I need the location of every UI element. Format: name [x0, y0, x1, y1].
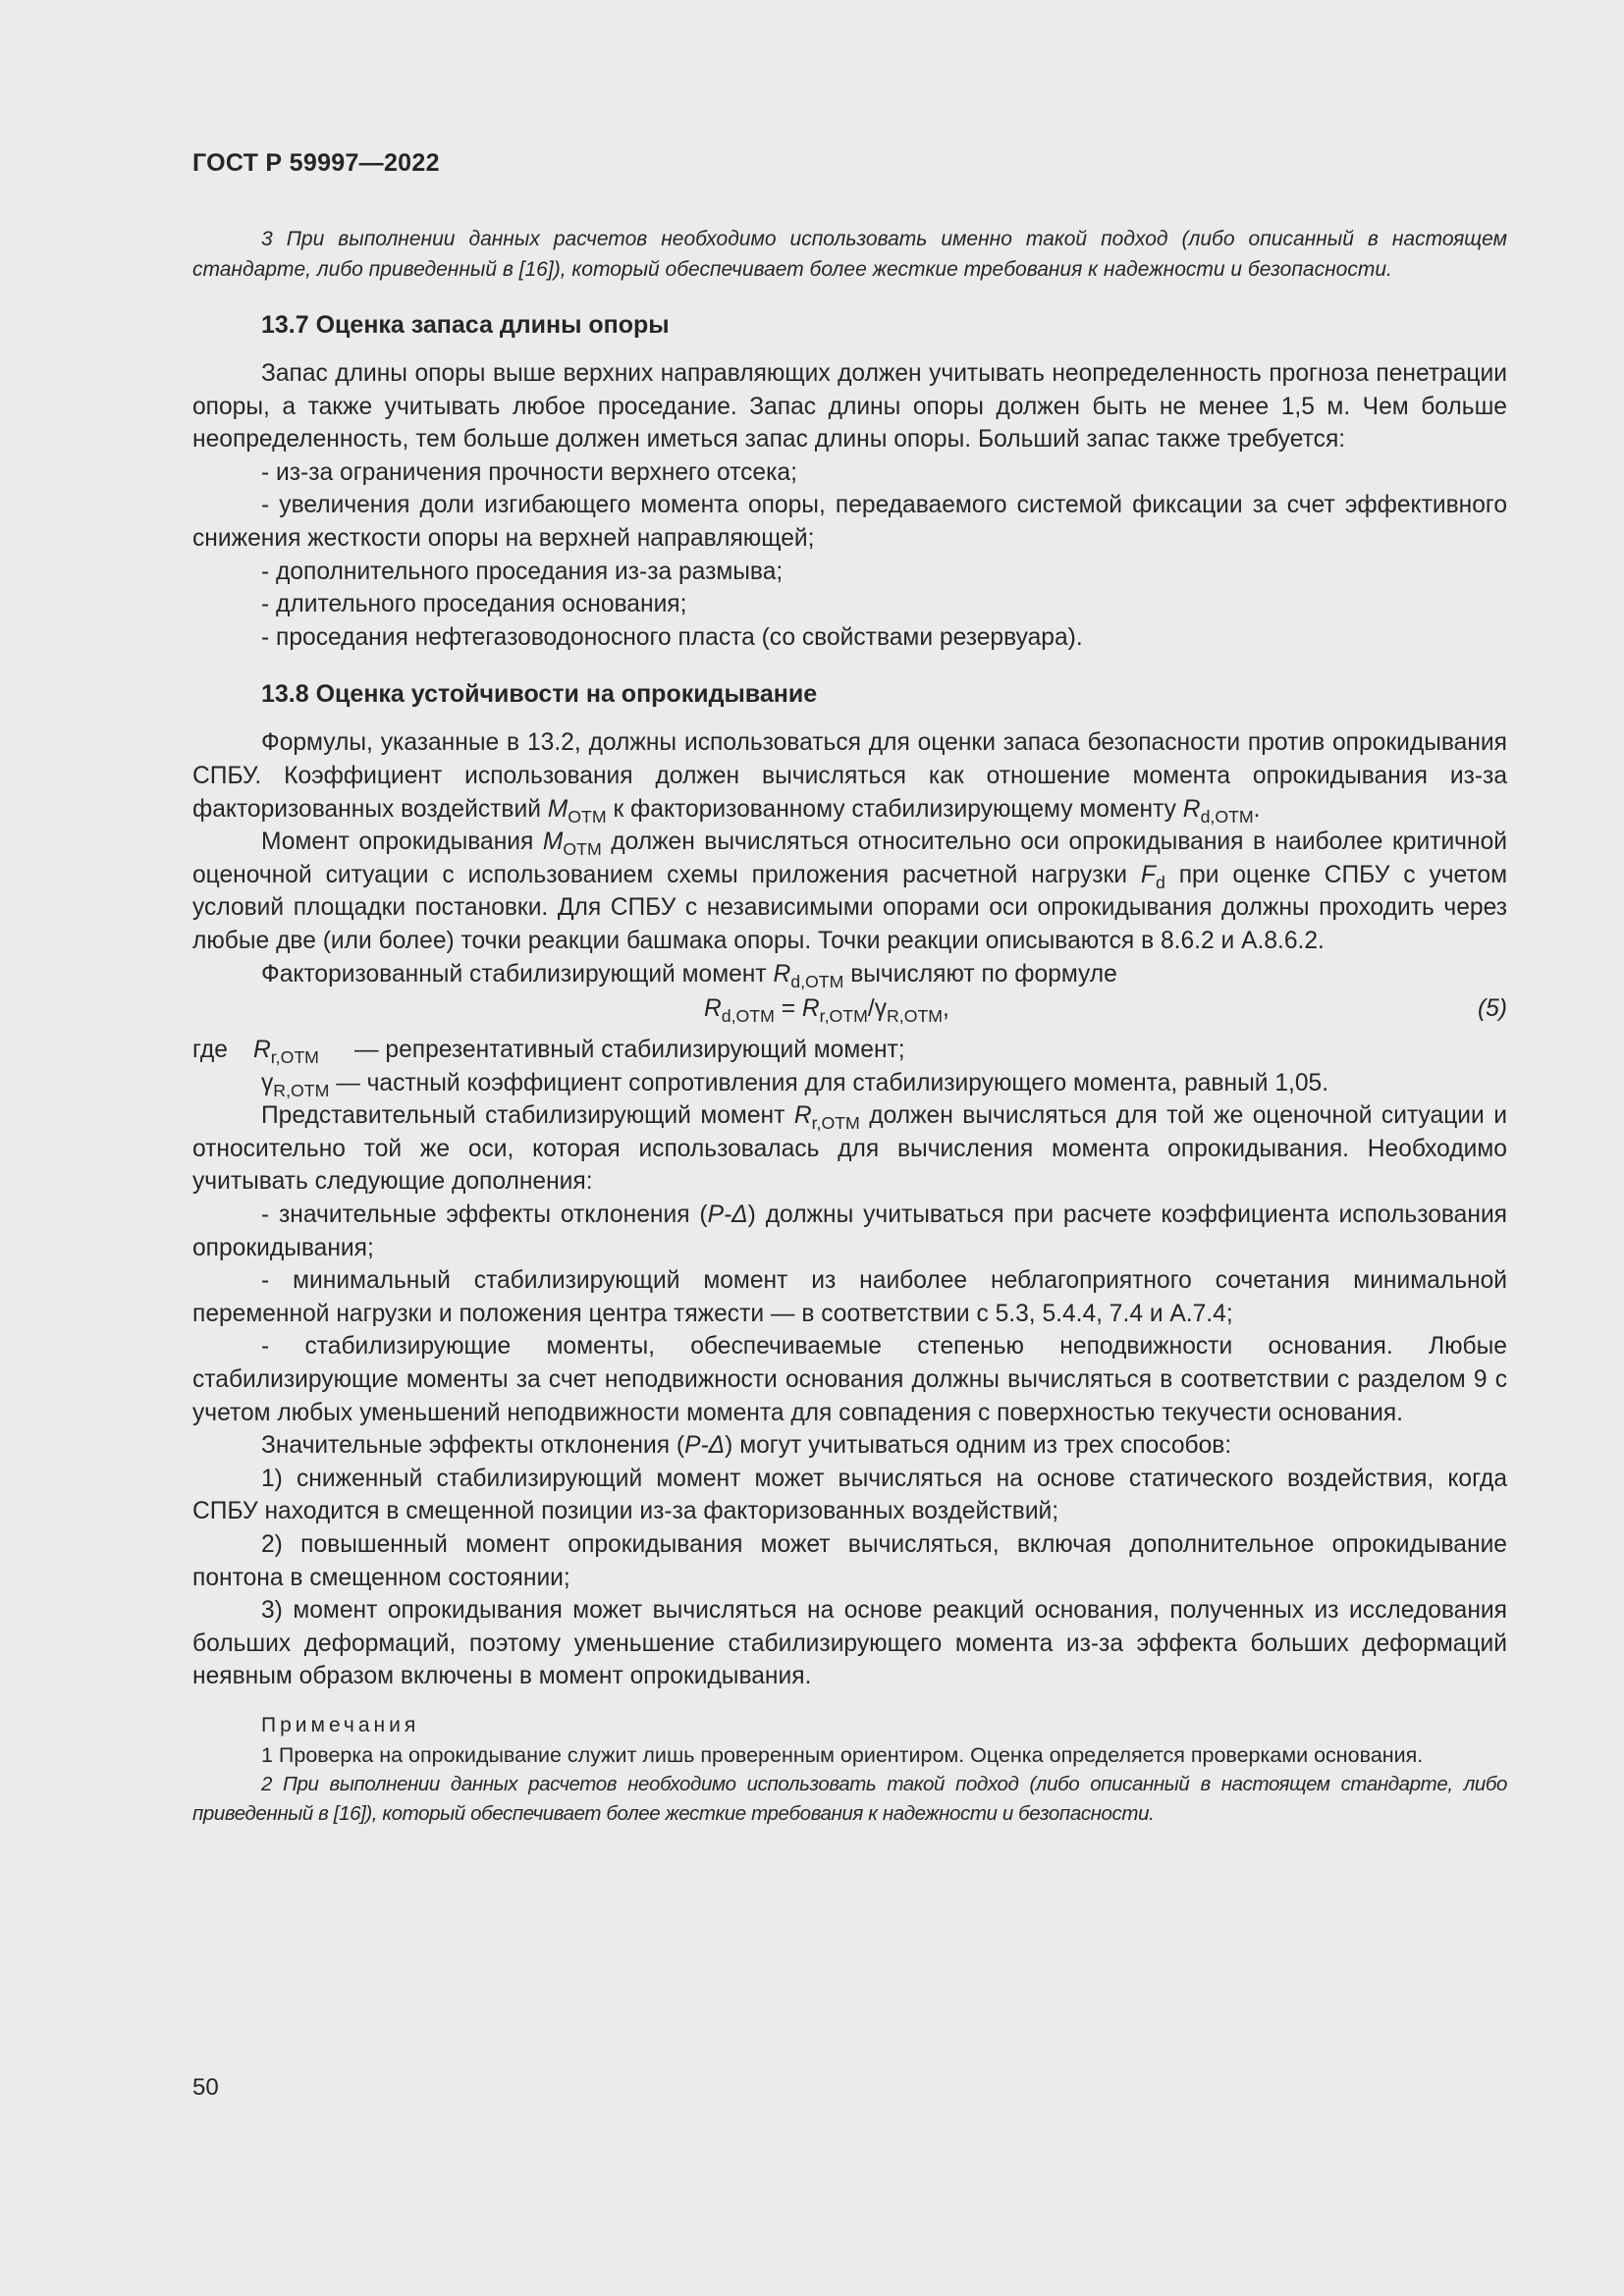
formula-5	[192, 990, 1507, 1030]
note-3: 3 При выполнении данных расчетов необходимо использовать именно такой подход (либо описанный в настоящем стандарте, либо приведенный в [16]), который обеспечивает более жесткие требования к надежности и безопасности.	[192, 228, 1507, 281]
list-item: 1) сниженный стабилизирующий момент может вычисляться на основе статического воздействия, когда СПБУ находится в смещенной позиции из-за факторизованных воздействий;	[192, 1465, 1507, 1525]
section-13-7-paragraph: Запас длины опоры выше верхних направляющих должен учитывать неопределенность прогноза пенетрации опоры, а также учитывать любое проседание. Запас длины опоры должен быть не менее 1,5 м. Чем больше неопределенность, тем больше должен иметься запас длины опоры. Больший запас также требуется:	[192, 360, 1507, 454]
list-item: - стабилизирующие моменты, обеспечиваемые степенью неподвижности основания. Любые стабилизирующие моменты за счет неподвижности основания должны вычисляться в соответствии с разделом 9 с учетом любых уменьшений неподвижности момента для совпадения с поверхностью текучести основания.	[192, 1333, 1507, 1426]
list-item: 3) момент опрокидывания может вычисляться на основе реакций основания, полученных из исследования больших деформаций, поэтому уменьшение стабилизирующего момента из-за эффекта больших деформаций неявным образом включены в момент опрокидывания.	[192, 1597, 1507, 1690]
standard-code-header: ГОСТ Р 59997—2022	[192, 149, 440, 177]
page-number: 50	[192, 2074, 219, 2101]
paragraph-stabilizing-moment: Факторизованный стабилизирующий момент $R_{d,OTM}$ вычисляют по формуле	[261, 960, 1117, 991]
section-13-7-heading: 13.7 Оценка запаса длины опоры	[261, 311, 670, 339]
paragraph-deflection-methods: Значительные эффекты отклонения (P-Δ) могут учитываться одним из трех способов:	[261, 1432, 1232, 1460]
formula-expression: $R_{d,OTM} = R_{r,OTM}/\gamma_{R,OTM}$,	[704, 995, 949, 1027]
list-item: - проседания нефтегазоводоносного пласта (со свойствами резервуара).	[261, 623, 1083, 651]
list-item: 2) повышенный момент опрокидывания может вычисляться, включая дополнительное опрокидывание понтона в смещенном состоянии;	[192, 1531, 1507, 1591]
definition-row-1: где $R_{r,OTM}$ — репрезентативный стабилизирующий момент;	[192, 1037, 905, 1068]
paragraph-representative-moment: Представительный стабилизирующий момент $R_{r,OTM}$ должен вычисляться для той же оценочной ситуации и относительно той же оси, которая использовалась для вычисления момента опрокидывания. Необходимо учитывать следующие дополнения:	[192, 1102, 1507, 1196]
page-content	[192, 224, 1507, 1829]
note-1: 1 Проверка на опрокидывание служит лишь проверенным ориентиром. Оценка определяется проверками основания.	[261, 1742, 1424, 1767]
list-item: - из-за ограничения прочности верхнего отсека;	[261, 458, 797, 486]
note-2: 2 При выполнении данных расчетов необходимо использовать такой подход (либо описанный в настоящем стандарте, либо приведенный в [16]), который обеспечивает более жесткие требования к надежности и безопасности.	[192, 1772, 1507, 1825]
list-item: - значительные эффекты отклонения (P-Δ) должны учитываться при расчете коэффициента использования опрокидывания;	[192, 1201, 1507, 1261]
list-item: - минимальный стабилизирующий момент из наиболее неблагоприятного сочетания минимальной переменной нагрузки и положения центра тяжести — в соответствии с 5.3, 5.4.4, 7.4 и А.7.4;	[192, 1267, 1507, 1327]
paragraph-overturning-moment: Момент опрокидывания $M_{OTM}$ должен вычисляться относительно оси опрокидывания в наиболее критичной оценочной ситуации с использованием схемы приложения расчетной нагрузки $F_d$ при оценке СПБУ с учетом условий площадки постановки. Для СПБУ с независимыми опорами оси опрокидывания должны проходить через любые две (или более) точки реакции башмака опоры. Точки реакции описываются в 8.6.2 и А.8.6.2.	[192, 828, 1507, 954]
list-item: - длительного проседания основания;	[261, 591, 687, 618]
definition-row-2: $\gamma_{R,OTM}$ — частный коэффициент сопротивления для стабилизирующего момента, равный 1,05.	[261, 1069, 1329, 1100]
notes-title: Примечания	[261, 1713, 420, 1736]
paragraph-utilization: Формулы, указанные в 13.2, должны использоваться для оценки запаса безопасности против опрокидывания СПБУ. Коэффициент использования должен вычисляться как отношение момента опрокидывания из-за факторизованных воздействий $M_{OTM}$ к факторизованному стабилизирующему моменту $R_{d,OTM}$.	[192, 729, 1507, 827]
section-13-8-heading: 13.8 Оценка устойчивости на опрокидывание	[261, 680, 818, 709]
formula-number: (5)	[1477, 995, 1507, 1023]
list-item: - дополнительного проседания из-за размыва;	[261, 558, 784, 585]
list-item: - увеличения доли изгибающего момента опоры, передаваемого системой фиксации за счет эффективного снижения жесткости опоры на верхней направляющей;	[192, 492, 1507, 552]
